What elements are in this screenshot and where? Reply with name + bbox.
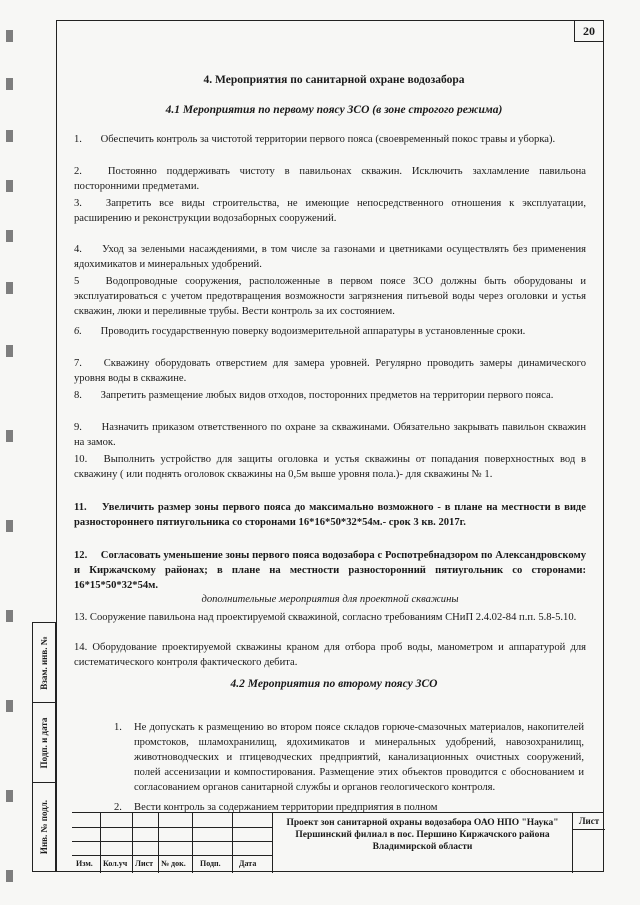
binder-mark bbox=[6, 30, 13, 42]
side-cell-replace bbox=[32, 622, 56, 702]
item-text: Сооружение павильона над проектируемой скважиной, согласно требованиям СНиП 2.4.02-84 п.п. 5.8-5.10. bbox=[89, 612, 577, 623]
binder-mark bbox=[6, 130, 13, 142]
stamp-label: Лист bbox=[135, 859, 154, 868]
grid-line bbox=[100, 813, 101, 873]
stamp-sheet bbox=[572, 813, 605, 873]
grid-line bbox=[232, 813, 233, 873]
title-block bbox=[72, 812, 604, 873]
item-number: 9. bbox=[74, 422, 82, 433]
side-cell-sign bbox=[32, 702, 56, 782]
stamp-title bbox=[272, 813, 572, 873]
list-item bbox=[74, 356, 586, 386]
list-item bbox=[74, 610, 586, 625]
list-item bbox=[114, 720, 584, 795]
binder-mark bbox=[6, 520, 13, 532]
binder-marks bbox=[0, 0, 22, 905]
side-label-inv: Инв. № подл. bbox=[39, 799, 49, 855]
list-item bbox=[74, 324, 586, 339]
item-text: Проводить государственную поверку водоизмерительной аппаратуры в установленные сроки. bbox=[100, 326, 526, 337]
list-item bbox=[74, 274, 586, 319]
item-number: 2. bbox=[74, 166, 82, 177]
grid-line bbox=[158, 813, 159, 873]
binder-mark bbox=[6, 870, 13, 882]
item-number: 10. bbox=[74, 454, 88, 465]
side-cell-inv bbox=[32, 782, 56, 872]
item-text: Постоянно поддерживать чистоту в павильонах скважин. Исключить захламление павильона посторонними предметами. bbox=[74, 166, 587, 192]
binder-mark bbox=[6, 282, 13, 294]
stamp-label: Кол.уч bbox=[103, 859, 128, 868]
grid-line bbox=[132, 813, 133, 873]
item-text: Обеспечить контроль за чистотой территории первого пояса (своевременный покос травы и уборка). bbox=[100, 134, 556, 145]
item-text: Не допускать к размещению во втором поясе складов горюче-смазочных материалов, накопителей промстоков, шламохранилищ, ядохимикатов и минеральных удобрений, навозохранилищ, животноводческих и птицеводческих предприятий, канализационных очистных сооружений, полей ассенизации и компостирования. Размещение этих объектов проводится с обоснованием и согласованием органов санитарной службы и органов геологического контроля. bbox=[134, 722, 584, 793]
item-text: Уход за зелеными насаждениями, в том числе за газонами и цветниками осуществлять без применения ядохимикатов и минеральных удобрений. bbox=[74, 244, 586, 270]
list-item bbox=[74, 132, 586, 147]
item-text: Вести контроль за содержанием территории предприятия в полном bbox=[134, 802, 438, 813]
item-number: 2. bbox=[114, 802, 122, 813]
item-number: 1. bbox=[74, 134, 82, 145]
list-item bbox=[74, 452, 586, 482]
item-text: Водопроводные сооружения, расположенные в первом поясе ЗСО должны быть оборудованы и эксплуатироваться с учетом предотвращения возможности загрязнения питьевой воды через оголовки и устья скважин, люки и переливные трубы. Вести контроль за их состоянием. bbox=[74, 276, 586, 317]
item-text: Скважину оборудовать отверстием для замера уровней. Регулярно проводить замеры динамического уровня воды в скважине. bbox=[74, 358, 586, 384]
stamp-label: Дата bbox=[239, 859, 257, 868]
item-text: Запретить все виды строительства, не имеющие непосредственного отношения к эксплуатации, расширению и реконструкции водозаборных сооружений. bbox=[74, 198, 586, 224]
list-item bbox=[74, 164, 586, 194]
grid-line bbox=[72, 841, 272, 842]
item-number: 14. bbox=[74, 642, 88, 653]
list-item bbox=[74, 548, 586, 593]
binder-mark bbox=[6, 180, 13, 192]
stamp-title-line: Першинский филиал в пос. Першино Киржачского района bbox=[295, 830, 550, 840]
stamp-label: Изм. bbox=[76, 859, 93, 868]
stamp-label: Подп. bbox=[200, 859, 221, 868]
item-text: Запретить размещение любых видов отходов, посторонних предметов на территории первого пояса. bbox=[100, 390, 554, 401]
list-item bbox=[74, 640, 586, 670]
list-item bbox=[74, 242, 586, 272]
item-number: 3. bbox=[74, 198, 82, 209]
stamp-grid bbox=[72, 813, 272, 873]
list-item bbox=[74, 500, 586, 530]
item-number: 12. bbox=[74, 550, 88, 561]
stamp-title-line: Владимирской области bbox=[372, 842, 473, 852]
side-strip bbox=[32, 622, 56, 872]
subsection-title: 4.1 Мероприятия по первому поясу ЗСО (в зоне строгого режима) bbox=[165, 104, 503, 116]
stamp-label: № док. bbox=[161, 859, 186, 868]
binder-mark bbox=[6, 790, 13, 802]
item-text: Согласовать уменьшение зоны первого пояса водозабора с Роспотребнадзором по Александровскому и Киржачскому районах; в плане на местности разносторонний пятиугольник со сторонами: 16*15*50*32*54м. bbox=[74, 550, 586, 591]
grid-line bbox=[72, 855, 272, 856]
section-title: 4. Мероприятия по санитарной охране водозабора bbox=[203, 74, 465, 86]
side-label-replace: Взам. инв. № bbox=[39, 635, 49, 690]
binder-mark bbox=[6, 345, 13, 357]
binder-mark bbox=[6, 230, 13, 242]
subsection-title: 4.2 Мероприятия по второму поясу ЗСО bbox=[230, 678, 438, 690]
side-label-sign: Подп. и дата bbox=[39, 717, 49, 768]
binder-mark bbox=[6, 430, 13, 442]
item-number: 1. bbox=[114, 722, 122, 733]
item-number: 11. bbox=[74, 502, 87, 513]
binder-mark bbox=[6, 610, 13, 622]
item-text: Выполнить устройство для защиты оголовка и устья скважины от попадания поверхностных вод в скважину ( или поднять оголовок скважины на 0,5м выше уровня пола.)- для скважины № 1. bbox=[74, 454, 586, 480]
grid-line bbox=[192, 813, 193, 873]
item-text: Назначить приказом ответственного по охране за скважинами. Обязательно закрывать павильон скважин на замок. bbox=[74, 422, 586, 448]
item-number: 5 bbox=[74, 276, 80, 287]
list-item bbox=[74, 388, 586, 403]
item-text: Оборудование проектируемой скважины краном для отбора проб воды, манометром и аппаратурой для систематического контроля фактического дебита. bbox=[74, 642, 586, 668]
binder-mark bbox=[6, 700, 13, 712]
stamp-sheet-label: Лист bbox=[573, 813, 605, 830]
grid-line bbox=[72, 827, 272, 828]
item-number: 8. bbox=[74, 390, 82, 401]
binder-mark bbox=[6, 78, 13, 90]
list-item bbox=[74, 196, 586, 226]
stamp-title-line: Проект зон санитарной охраны водозабора ОАО НПО "Наука" bbox=[286, 818, 559, 828]
item-text: Увеличить размер зоны первого пояса до максимально возможного - в плане на местности в виде разностороннего пятиугольника со сторонами 16*16*50*32*54м.- срок 3 кв. 2017г. bbox=[74, 502, 586, 528]
item-number: 7. bbox=[74, 358, 82, 369]
item-number: 6. bbox=[74, 326, 82, 337]
additional-heading: дополнительные мероприятия для проектной скважины bbox=[201, 594, 459, 605]
page-number: 20 bbox=[574, 20, 604, 42]
list-item bbox=[74, 420, 586, 450]
item-number: 4. bbox=[74, 244, 82, 255]
item-number: 13. bbox=[74, 612, 88, 623]
